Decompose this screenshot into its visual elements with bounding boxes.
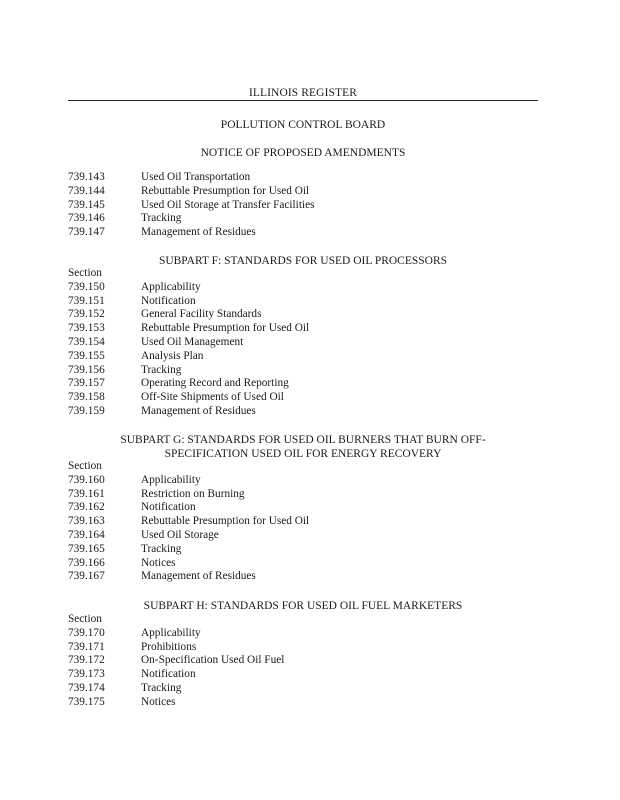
section-number: 739.150: [68, 280, 105, 293]
section-row: [68, 322, 538, 336]
section-row: [68, 682, 538, 696]
section-row: [68, 350, 538, 364]
section-number: 739.170: [68, 626, 105, 639]
section-title: Used Oil Storage: [141, 528, 219, 541]
section-title: Rebuttable Presumption for Used Oil: [141, 322, 310, 335]
section-title: Applicability: [141, 626, 201, 639]
section-title: Tracking: [141, 681, 182, 694]
section-row: [68, 696, 538, 710]
section-number: 739.165: [68, 542, 105, 555]
section-row: [68, 627, 538, 641]
subpart-g-heading-line2: SPECIFICATION USED OIL FOR ENERGY RECOVERY: [164, 448, 442, 460]
section-number: 739.151: [68, 294, 105, 307]
section-number: 739.147: [68, 226, 105, 239]
header-rule: [68, 100, 538, 101]
section-row: [68, 212, 538, 226]
section-title: On-Specification Used Oil Fuel: [141, 654, 285, 667]
section-row: [68, 515, 538, 529]
section-label: Section: [68, 460, 102, 472]
subpart-g-list: [68, 460, 538, 584]
section-title: Analysis Plan: [141, 349, 204, 362]
section-number: 739.155: [68, 349, 105, 362]
section-row: [68, 529, 538, 543]
section-number: 739.162: [68, 501, 105, 514]
section-row: [68, 570, 538, 584]
subpart-g-heading-line1: SUBPART G: STANDARDS FOR USED OIL BURNERS THAT BURN OFF-: [120, 434, 486, 446]
section-row: [68, 295, 538, 309]
section-number: 739.166: [68, 556, 105, 569]
section-number: 739.152: [68, 308, 105, 321]
section-number: 739.153: [68, 322, 105, 335]
notice-title: NOTICE OF PROPOSED AMENDMENTS: [200, 147, 406, 159]
agency-name: POLLUTION CONTROL BOARD: [220, 119, 386, 131]
section-row: [68, 543, 538, 557]
section-title: Rebuttable Presumption for Used Oil: [141, 184, 310, 197]
section-number: 739.146: [68, 212, 105, 225]
section-number: 739.157: [68, 377, 105, 390]
section-title: Operating Record and Reporting: [141, 377, 289, 390]
section-row: [68, 654, 538, 668]
section-number: 739.171: [68, 640, 105, 653]
section-row: [68, 281, 538, 295]
section-label: Section: [68, 267, 102, 279]
section-number: 739.173: [68, 668, 105, 681]
section-number: 739.143: [68, 171, 105, 183]
section-title: Management of Residues: [141, 404, 256, 417]
section-number: 739.154: [68, 335, 105, 348]
section-title: Notification: [141, 501, 196, 514]
section-title: Management of Residues: [141, 226, 256, 239]
section-number: 739.175: [68, 695, 105, 708]
section-number: 739.144: [68, 184, 105, 197]
subpart-f-list: [68, 267, 538, 419]
section-number: 739.156: [68, 363, 105, 376]
section-title: Used Oil Storage at Transfer Facilities: [141, 198, 315, 211]
section-number: 739.163: [68, 515, 105, 528]
section-title: Notification: [141, 294, 196, 307]
section-row: [68, 668, 538, 682]
subpart-h-heading: SUBPART H: STANDARDS FOR USED OIL FUEL MARKETERS: [143, 600, 463, 612]
section-title: Rebuttable Presumption for Used Oil: [141, 515, 310, 528]
section-title: Tracking: [141, 363, 182, 376]
section-row: [68, 185, 538, 199]
section-title: Notices: [141, 695, 176, 708]
section-row: [68, 557, 538, 571]
section-row: [68, 474, 538, 488]
section-number: 739.159: [68, 404, 105, 417]
section-title: Tracking: [141, 542, 182, 555]
section-title: General Facility Standards: [141, 308, 262, 321]
subpart-h-list: [68, 613, 538, 710]
section-number: 739.160: [68, 473, 105, 486]
section-row: [68, 226, 538, 240]
section-row: [68, 364, 538, 378]
section-row: [68, 171, 538, 185]
subpart-f-heading: SUBPART F: STANDARDS FOR USED OIL PROCESSORS: [158, 255, 448, 267]
section-row: [68, 308, 538, 322]
section-number: 739.145: [68, 198, 105, 211]
subpart-e-continued-list: [68, 171, 538, 240]
section-title: Notices: [141, 556, 176, 569]
section-number: 739.172: [68, 654, 105, 667]
section-number: 739.174: [68, 681, 105, 694]
section-row: [68, 199, 538, 213]
section-row: [68, 405, 538, 419]
section-number: 739.164: [68, 528, 105, 541]
section-row: [68, 391, 538, 405]
section-title: Notification: [141, 668, 196, 681]
section-number: 739.161: [68, 487, 105, 500]
subpart-g-heading: [68, 433, 538, 461]
section-row: [68, 488, 538, 502]
section-row: [68, 377, 538, 391]
section-title: Management of Residues: [141, 570, 256, 583]
section-title: Applicability: [141, 473, 201, 486]
section-row: [68, 336, 538, 350]
section-number: 739.158: [68, 391, 105, 404]
section-title: Tracking: [141, 212, 182, 225]
section-row: [68, 501, 538, 515]
section-number: 739.167: [68, 570, 105, 583]
section-title: Used Oil Transportation: [141, 171, 251, 183]
section-title: Prohibitions: [141, 640, 197, 653]
section-title: Off-Site Shipments of Used Oil: [141, 391, 284, 404]
section-row: [68, 641, 538, 655]
section-title: Applicability: [141, 280, 201, 293]
section-title: Used Oil Management: [141, 335, 244, 348]
register-header: ILLINOIS REGISTER: [248, 87, 358, 99]
section-title: Restriction on Burning: [141, 487, 245, 500]
section-label: Section: [68, 613, 102, 625]
